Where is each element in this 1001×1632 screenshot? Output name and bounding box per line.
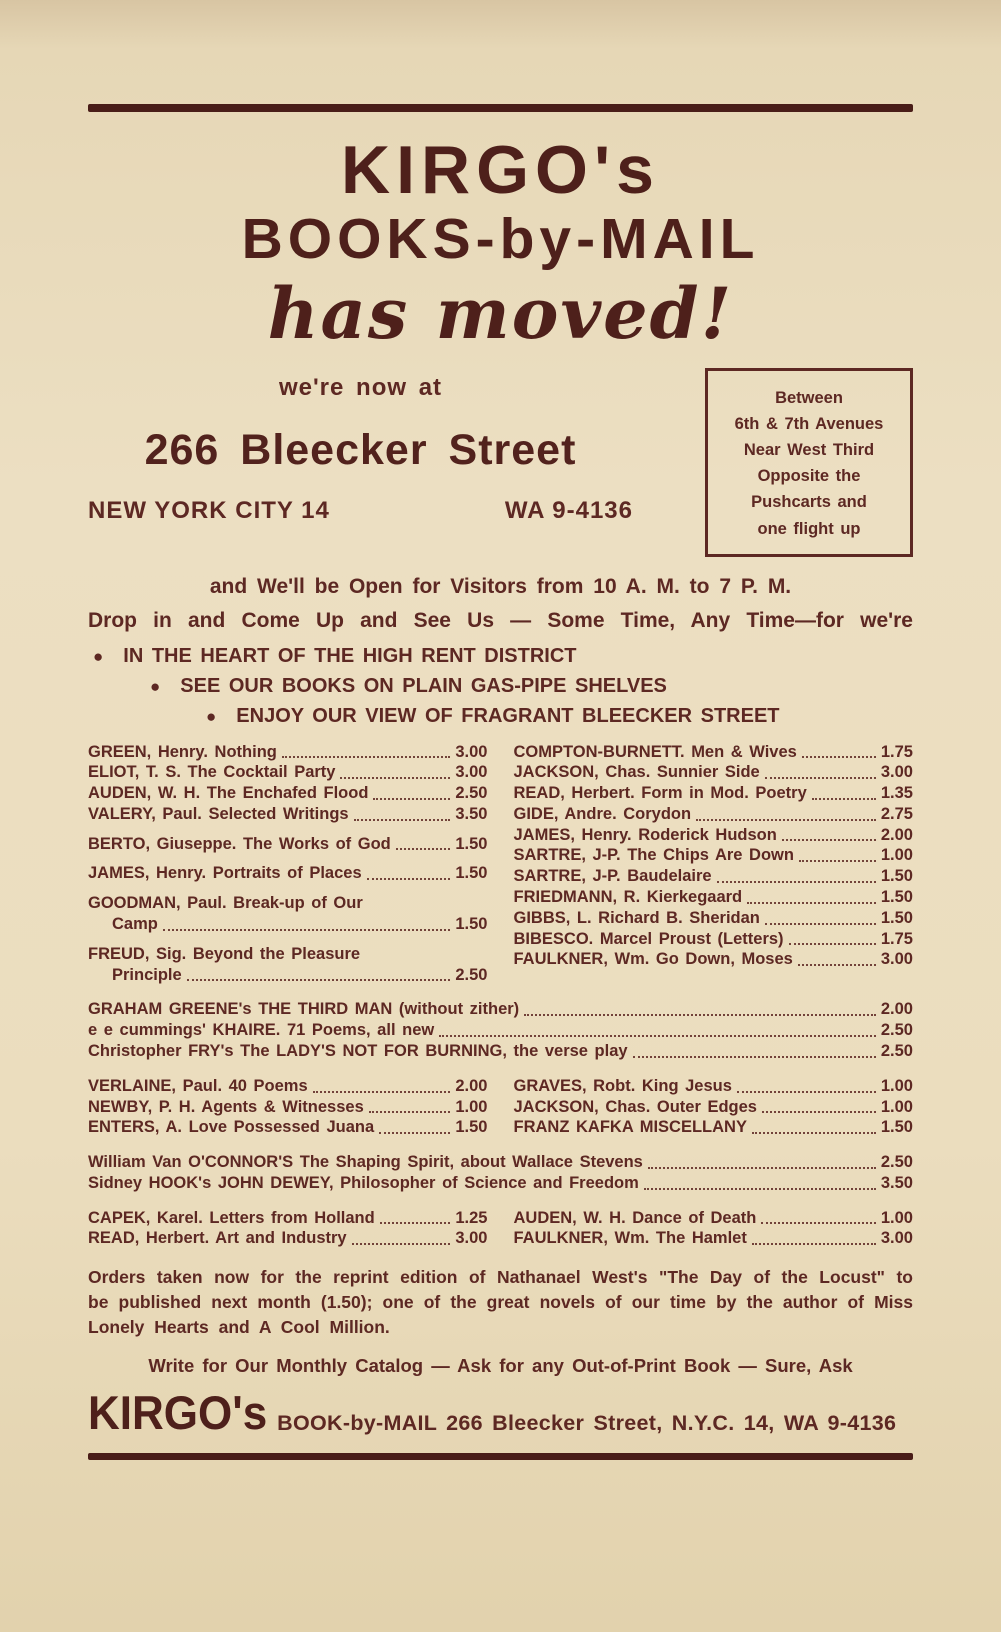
book-listing-row xyxy=(514,1076,914,1097)
book-price: 1.50 xyxy=(880,888,913,907)
bullet-text: SEE OUR BOOKS ON PLAIN GAS-PIPE SHELVES xyxy=(180,674,667,697)
bullet-icon: ● xyxy=(150,676,161,696)
book-price: 2.50 xyxy=(880,1021,913,1040)
book-listing-row xyxy=(88,804,488,825)
book-title: Camp xyxy=(112,915,158,934)
book-listing-row xyxy=(514,949,914,970)
book-title: VERLAINE, Paul. 40 Poems xyxy=(88,1076,308,1095)
book-listing-row xyxy=(88,893,488,914)
hours-line: and We'll be Open for Visitors from 10 A. M. to 7 P. M. xyxy=(209,574,792,598)
bullet-text: ENJOY OUR VIEW OF FRAGRANT BLEECKER STREET xyxy=(236,704,780,727)
book-price: 1.35 xyxy=(880,784,913,803)
bullet-icon: ● xyxy=(93,646,104,666)
dot-leader xyxy=(187,979,451,981)
dot-leader xyxy=(762,1111,876,1113)
book-title: William Van O'CONNOR'S The Shaping Spirit, about Wallace Stevens xyxy=(88,1153,643,1172)
book-listing-row xyxy=(88,999,913,1020)
book-listing-row xyxy=(88,783,488,804)
book-price: 3.00 xyxy=(880,763,913,782)
book-title: VALERY, Paul. Selected Writings xyxy=(88,804,349,823)
book-list-block-3 xyxy=(88,1076,913,1138)
book-listing-row xyxy=(88,1228,488,1249)
book-price: 3.00 xyxy=(455,1229,488,1248)
book-column-right xyxy=(514,1076,914,1138)
dot-leader xyxy=(737,1091,876,1093)
book-listing-row xyxy=(88,1020,913,1041)
book-title: FAULKNER, Wm. Go Down, Moses xyxy=(513,950,793,969)
city-label: NEW YORK CITY 14 xyxy=(88,497,330,525)
dot-leader xyxy=(761,1222,876,1224)
book-price: 1.50 xyxy=(880,908,913,927)
book-title: READ, Herbert. Form in Mod. Poetry xyxy=(513,784,807,803)
footer-brand: KIRGO's xyxy=(88,1386,268,1440)
book-column-left xyxy=(88,1076,488,1138)
book-listing-row xyxy=(88,863,488,884)
book-listing-row xyxy=(514,1208,914,1229)
dot-leader xyxy=(379,1132,450,1134)
book-title: FREUD, Sig. Beyond the Pleasure xyxy=(88,944,361,963)
book-column-right xyxy=(514,1208,914,1250)
book-list-block-5 xyxy=(88,1208,913,1250)
book-list-block-2 xyxy=(88,999,913,1061)
book-listing-row xyxy=(88,944,488,965)
book-title: JAMES, Henry. Roderick Hudson xyxy=(513,825,777,844)
book-list-block-4 xyxy=(88,1152,913,1194)
location-box-line: one flight up xyxy=(757,519,861,538)
dot-leader xyxy=(752,1243,876,1245)
book-title: e e cummings' KHAIRE. 71 Poems, all new xyxy=(88,1021,435,1040)
address-section xyxy=(88,366,913,556)
book-price: 1.50 xyxy=(455,834,488,853)
bullet-item xyxy=(88,675,913,698)
dot-leader xyxy=(696,819,876,821)
book-column-left xyxy=(88,742,488,986)
book-price: 2.50 xyxy=(880,1041,913,1060)
book-title: Sidney HOOK's JOHN DEWEY, Philosopher of Science and Freedom xyxy=(88,1173,639,1192)
book-title: AUDEN, W. H. The Enchafed Flood xyxy=(88,784,369,803)
dot-leader xyxy=(352,1243,451,1245)
dot-leader xyxy=(644,1188,876,1190)
dot-leader xyxy=(765,923,876,925)
book-title: READ, Herbert. Art and Industry xyxy=(88,1229,347,1248)
book-price: 2.50 xyxy=(880,1153,913,1172)
book-price: 2.50 xyxy=(455,784,488,803)
book-price: 1.75 xyxy=(880,929,913,948)
dot-leader xyxy=(396,848,451,850)
book-listing-row xyxy=(514,1097,914,1118)
invite-line: Drop in and Come Up and See Us — Some Time, Any Time—for we're xyxy=(88,608,913,632)
location-box-line: 6th & 7th Avenues xyxy=(734,415,884,434)
footer xyxy=(88,1386,913,1441)
book-listing-row xyxy=(88,1173,913,1194)
store-name-title: KIRGO's xyxy=(341,132,660,208)
book-listing-row xyxy=(88,1097,488,1118)
book-listing-row xyxy=(88,1076,488,1097)
location-box-line: Pushcarts and xyxy=(751,493,867,512)
book-column-right xyxy=(514,742,914,986)
book-title: GOODMAN, Paul. Break-up of Our xyxy=(88,894,363,913)
address-block xyxy=(88,366,633,556)
now-at-label: we're now at xyxy=(278,374,443,402)
book-listing-row xyxy=(514,866,914,887)
bullet-list xyxy=(88,645,913,728)
dot-leader xyxy=(369,1111,451,1113)
book-price: 1.00 xyxy=(455,1097,488,1116)
book-price: 2.00 xyxy=(880,1000,913,1019)
book-listing-row xyxy=(514,825,914,846)
book-column-left xyxy=(88,1208,488,1250)
book-listing-row xyxy=(514,1228,914,1249)
book-price: 3.00 xyxy=(880,950,913,969)
dot-leader xyxy=(439,1035,876,1037)
book-title: NEWBY, P. H. Agents & Witnesses xyxy=(88,1097,364,1116)
dot-leader xyxy=(354,819,451,821)
street-address: 266 Bleecker Street xyxy=(144,426,577,475)
moved-headline: has moved! xyxy=(267,271,734,355)
dot-leader xyxy=(313,1091,451,1093)
dot-leader xyxy=(340,777,450,779)
book-listing-row xyxy=(514,804,914,825)
book-listing-row xyxy=(88,762,488,783)
dot-leader xyxy=(799,860,876,862)
location-box-line: Near West Third xyxy=(743,441,875,460)
bullet-item xyxy=(88,705,913,728)
book-price: 1.50 xyxy=(455,1118,488,1137)
book-price: 2.50 xyxy=(455,965,488,984)
book-title: JAMES, Henry. Portraits of Places xyxy=(88,864,362,883)
dot-leader xyxy=(782,839,876,841)
bullet-icon: ● xyxy=(206,706,217,726)
book-price: 2.00 xyxy=(880,825,913,844)
book-title: Christopher FRY's The LADY'S NOT FOR BURNING, the verse play xyxy=(88,1041,628,1060)
book-price: 1.50 xyxy=(455,915,488,934)
book-title: FRIEDMANN, R. Kierkegaard xyxy=(513,888,743,907)
location-box xyxy=(705,368,913,556)
book-title: GRAHAM GREENE's THE THIRD MAN (without zither) xyxy=(88,1000,520,1019)
book-price: 1.75 xyxy=(880,742,913,761)
book-title: JACKSON, Chas. Outer Edges xyxy=(513,1097,757,1116)
book-listing-row xyxy=(514,783,914,804)
dot-leader xyxy=(163,929,451,931)
dot-leader xyxy=(367,878,451,880)
book-price: 2.75 xyxy=(880,804,913,823)
book-title: Principle xyxy=(112,965,182,984)
book-listing-row xyxy=(514,1117,914,1138)
book-listing-row xyxy=(88,1152,913,1173)
book-title: ENTERS, A. Love Possessed Juana xyxy=(88,1118,375,1137)
footer-address: BOOK-by-MAIL 266 Bleecker Street, N.Y.C. 14, WA 9-4136 xyxy=(277,1410,897,1435)
location-box-line: Between xyxy=(775,389,843,408)
book-price: 2.00 xyxy=(455,1076,488,1095)
book-price: 3.50 xyxy=(455,804,488,823)
book-listing-row xyxy=(88,914,488,935)
phone-number: WA 9-4136 xyxy=(504,497,633,525)
book-title: FAULKNER, Wm. The Hamlet xyxy=(513,1229,747,1248)
book-price: 3.00 xyxy=(880,1229,913,1248)
book-price: 1.00 xyxy=(880,1076,913,1095)
book-listing-row xyxy=(88,965,488,986)
book-title: ELIOT, T. S. The Cocktail Party xyxy=(88,763,336,782)
announcements-section xyxy=(88,575,913,728)
dot-leader xyxy=(524,1014,876,1016)
book-price: 3.00 xyxy=(455,742,488,761)
top-rule xyxy=(88,104,913,112)
book-title: GIBBS, L. Richard B. Sheridan xyxy=(513,908,760,927)
dot-leader xyxy=(373,798,450,800)
book-title: BERTO, Giuseppe. The Works of God xyxy=(88,834,391,853)
advertisement-page xyxy=(0,104,1001,1460)
dot-leader xyxy=(282,756,451,758)
book-title: GIDE, Andre. Corydon xyxy=(513,804,692,823)
bullet-text: IN THE HEART OF THE HIGH RENT DISTRICT xyxy=(123,644,577,667)
book-listing-row xyxy=(88,742,488,763)
dot-leader xyxy=(380,1222,451,1224)
book-title: SARTRE, J-P. Baudelaire xyxy=(513,867,712,886)
book-listing-row xyxy=(88,1041,913,1062)
book-price: 1.00 xyxy=(880,1208,913,1227)
catalog-line: Write for Our Monthly Catalog — Ask for any Out-of-Print Book — Sure, Ask xyxy=(148,1354,853,1376)
book-title: BIBESCO. Marcel Proust (Letters) xyxy=(513,929,784,948)
book-title: COMPTON-BURNETT. Men & Wives xyxy=(513,742,797,761)
book-price: 1.50 xyxy=(880,1118,913,1137)
orders-paragraph: Orders taken now for the reprint edition of Nathanael West's "The Day of the Locust" to be published next month (1.50); one of the great novels of our time by the author of Miss Lonely Hearts and A Cool Million. xyxy=(88,1267,913,1337)
book-listing-row xyxy=(514,742,914,763)
book-listing-row xyxy=(88,834,488,855)
book-listing-row xyxy=(514,845,914,866)
book-listing-row xyxy=(514,887,914,908)
book-title: JACKSON, Chas. Sunnier Side xyxy=(513,763,760,782)
book-price: 3.50 xyxy=(880,1173,913,1192)
book-price: 1.00 xyxy=(880,1097,913,1116)
book-title: SARTRE, J-P. The Chips Are Down xyxy=(513,846,794,865)
book-price: 1.00 xyxy=(880,846,913,865)
dot-leader xyxy=(802,756,876,758)
masthead xyxy=(88,132,913,355)
book-title: GRAVES, Robt. King Jesus xyxy=(513,1076,732,1095)
dot-leader xyxy=(747,902,876,904)
book-list-block-1 xyxy=(88,742,913,986)
dot-leader xyxy=(765,777,876,779)
dot-leader xyxy=(789,943,876,945)
book-listing-row xyxy=(88,1117,488,1138)
dot-leader xyxy=(812,798,876,800)
book-listing-row xyxy=(88,1208,488,1229)
book-title: AUDEN, W. H. Dance of Death xyxy=(513,1208,757,1227)
bottom-rule xyxy=(88,1453,913,1460)
book-price: 1.50 xyxy=(455,864,488,883)
city-phone-row xyxy=(88,497,633,525)
book-listing-row xyxy=(514,762,914,783)
bullet-item xyxy=(88,645,913,668)
service-name-title: BOOKS-by-MAIL xyxy=(241,207,760,271)
dot-leader xyxy=(633,1056,876,1058)
book-price: 3.00 xyxy=(455,763,488,782)
book-title: FRANZ KAFKA MISCELLANY xyxy=(513,1118,747,1137)
book-price: 1.50 xyxy=(880,867,913,886)
dot-leader xyxy=(717,881,876,883)
dot-leader xyxy=(648,1167,876,1169)
dot-leader xyxy=(798,964,876,966)
book-title: CAPEK, Karel. Letters from Holland xyxy=(88,1208,375,1227)
location-box-line: Opposite the xyxy=(757,467,861,486)
book-listing-row xyxy=(514,908,914,929)
book-listing-row xyxy=(514,929,914,950)
dot-leader xyxy=(752,1132,876,1134)
book-title: GREEN, Henry. Nothing xyxy=(88,742,277,761)
book-price: 1.25 xyxy=(455,1208,488,1227)
